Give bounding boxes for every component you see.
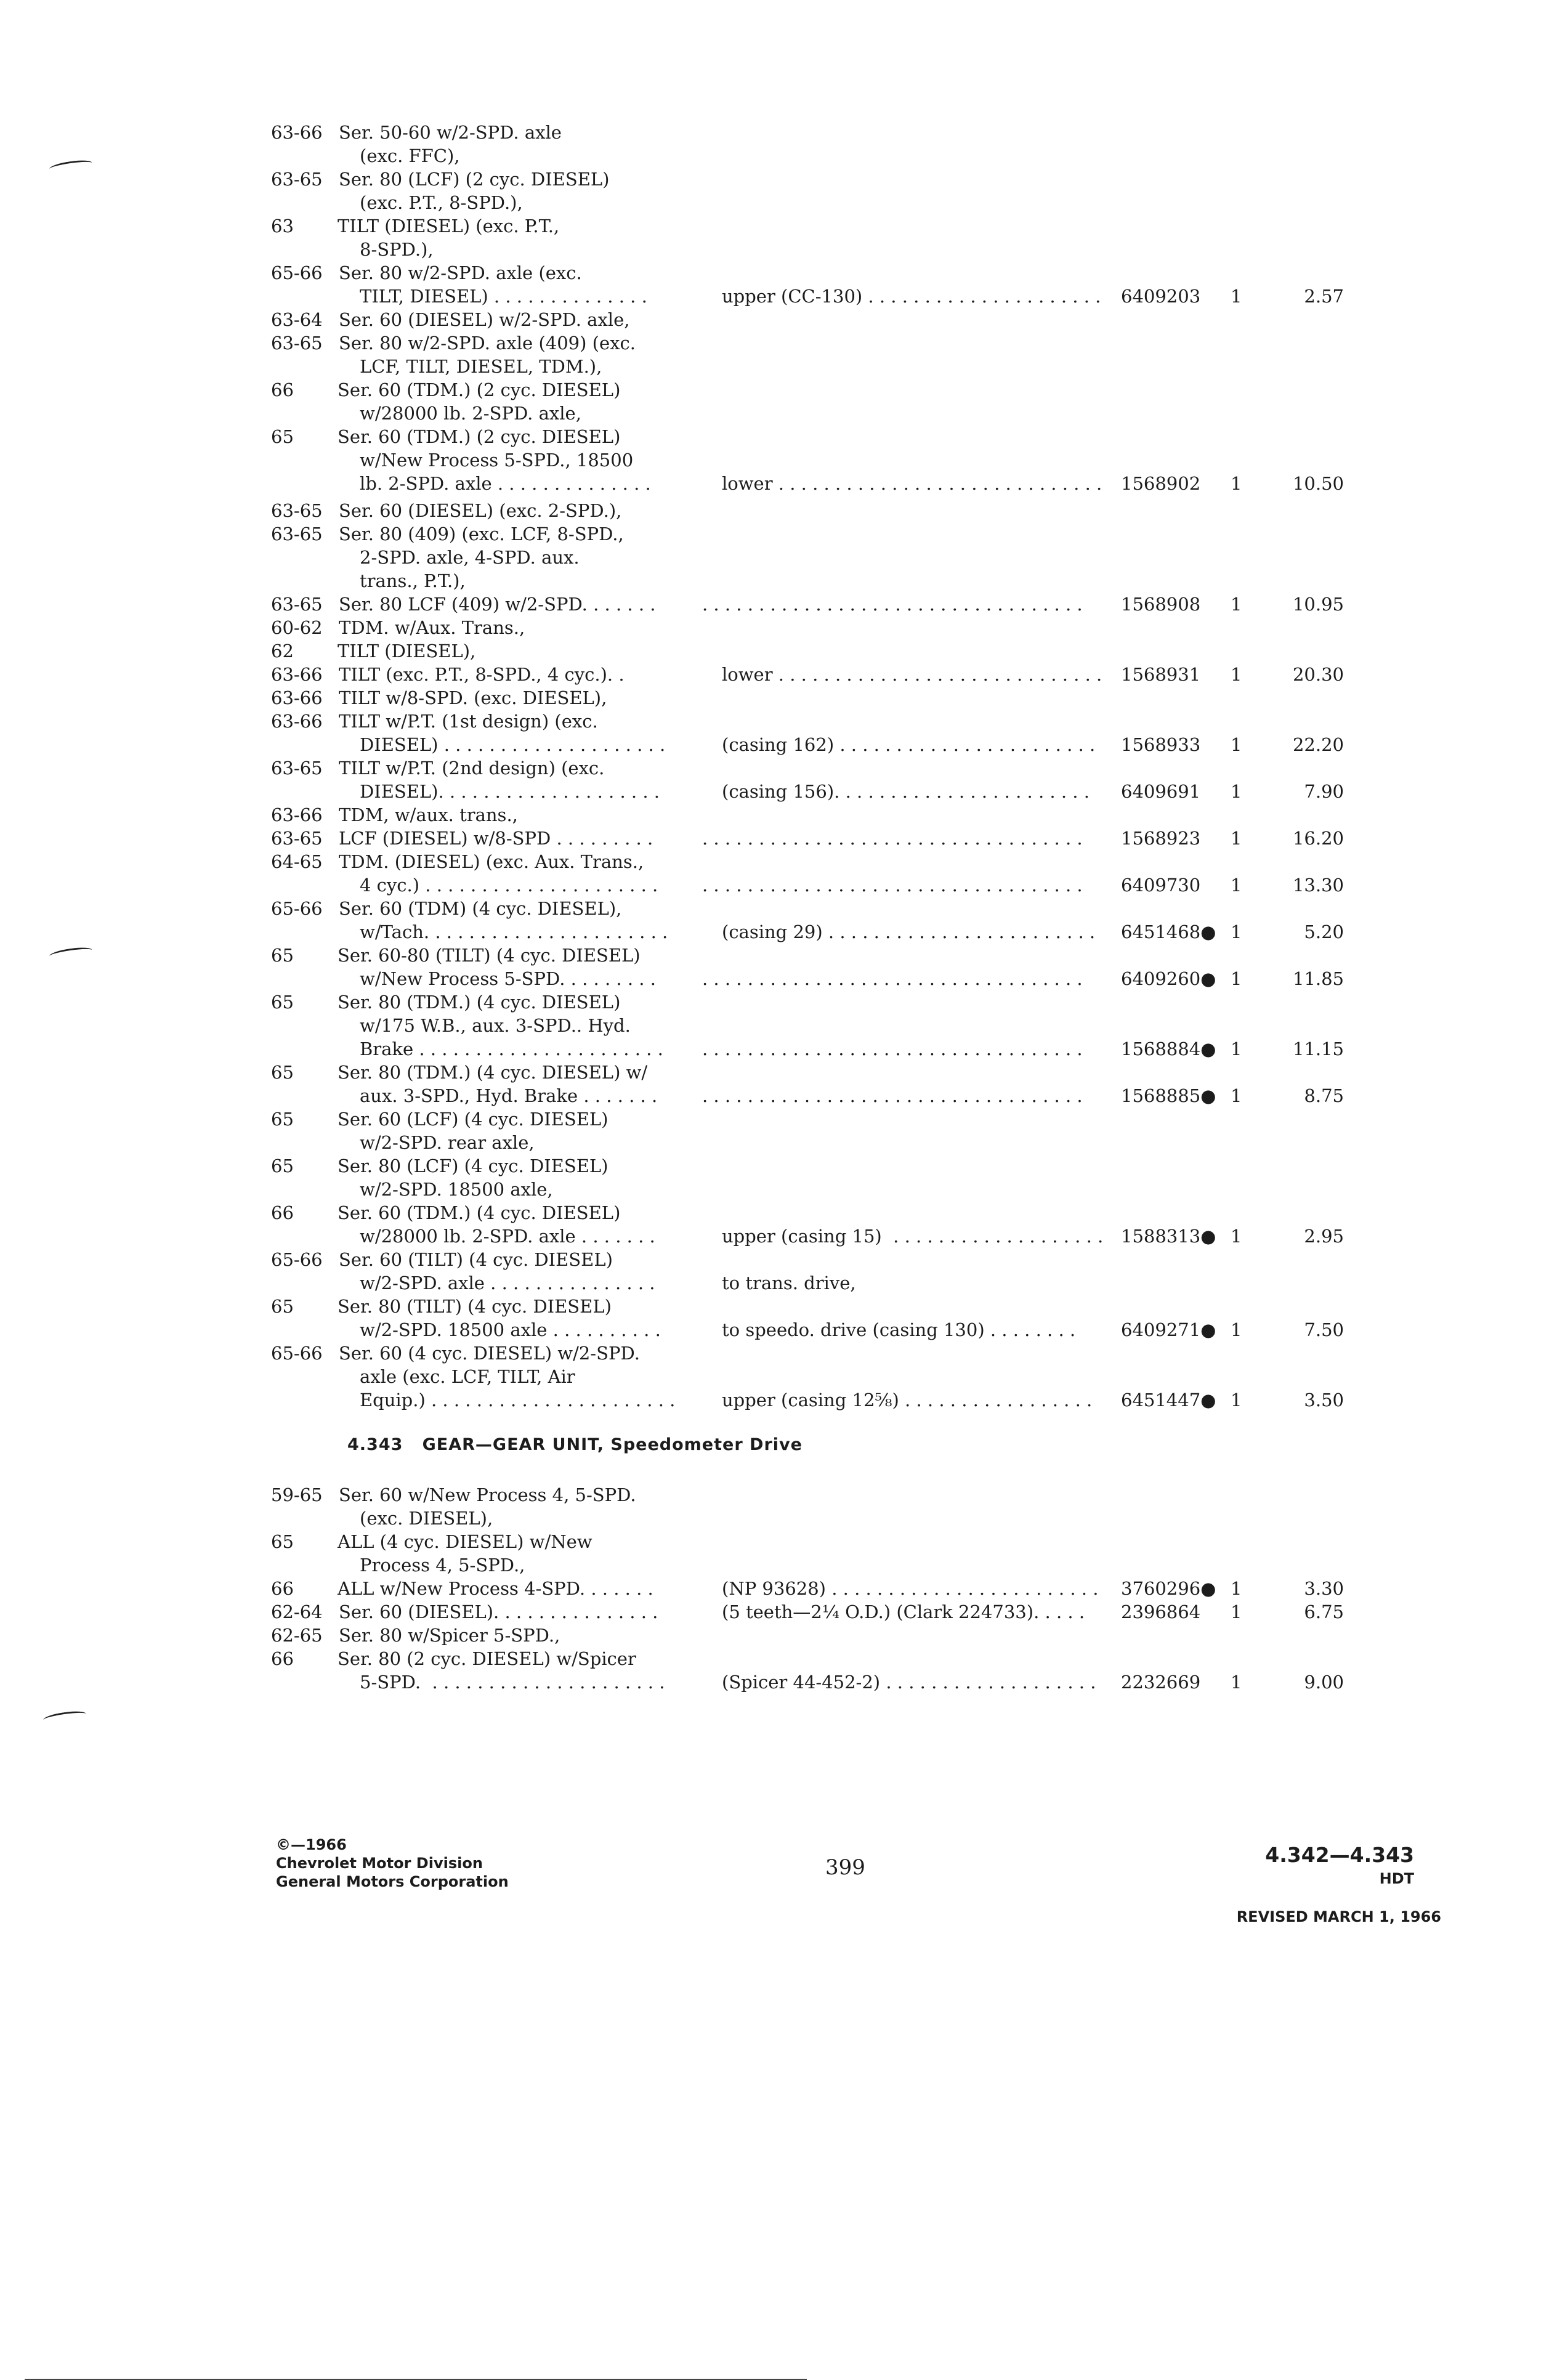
part-number: 6409691: [1121, 781, 1201, 802]
part-number: 1588313●: [1121, 1226, 1216, 1247]
entry-text: Ser. 80 w/2-SPD. axle (409) (exc.: [339, 333, 636, 354]
entry-year: 63-66: [271, 804, 323, 825]
quantity: 1: [1231, 1038, 1242, 1059]
part-description: . . . . . . . . . . . . . . . . . . . . . . . . . . . . . . . . . .: [702, 968, 1083, 989]
margin-mark: [49, 158, 92, 174]
entry-year: 62-64: [271, 1601, 323, 1622]
part-description: upper (CC-130) . . . . . . . . . . . . . . . . . . . . .: [722, 286, 1101, 307]
section-title: GEAR—GEAR UNIT, Speedometer Drive: [422, 1435, 803, 1454]
part-number: 3760296●: [1121, 1578, 1216, 1599]
price: 3.30: [1304, 1578, 1344, 1599]
entry-year: 65: [271, 426, 294, 447]
entry-year: 65-66: [271, 262, 323, 283]
entry-text: w/28000 lb. 2-SPD. axle . . . . . . .: [360, 1226, 655, 1247]
division: Chevrolet Motor Division: [276, 1855, 483, 1872]
entry-text: w/New Process 5-SPD., 18500: [360, 450, 634, 471]
entry-text: DIESEL). . . . . . . . . . . . . . . . . . . .: [360, 781, 660, 802]
price: 7.50: [1304, 1319, 1344, 1340]
entry-text: w/New Process 5-SPD. . . . . . . . .: [360, 968, 656, 989]
section-range: 4.342—4.343: [1265, 1843, 1414, 1867]
quantity: 1: [1231, 664, 1242, 685]
part-number: 6409271●: [1121, 1319, 1216, 1340]
entry-text: Ser. 80 (2 cyc. DIESEL) w/Spicer: [338, 1648, 636, 1669]
entry-year: 63-66: [271, 122, 323, 143]
quantity: 1: [1231, 1319, 1242, 1340]
part-number: 2232669: [1121, 1672, 1201, 1693]
entry-text: Ser. 80 (TDM.) (4 cyc. DIESEL): [338, 992, 621, 1013]
quantity: 1: [1231, 781, 1242, 802]
part-number: 1568884●: [1121, 1038, 1216, 1059]
entry-year: 65-66: [271, 1343, 323, 1364]
entry-text: Ser. 60 (TDM.) (4 cyc. DIESEL): [338, 1202, 621, 1223]
entry-year: 65: [271, 1296, 294, 1317]
corporation: General Motors Corporation: [276, 1873, 509, 1890]
price: 11.85: [1292, 968, 1344, 989]
quantity: 1: [1231, 1672, 1242, 1693]
entry-text: Ser. 60 (4 cyc. DIESEL) w/2-SPD.: [339, 1343, 640, 1364]
entry-year: 63-65: [271, 169, 323, 190]
part-description: to speedo. drive (casing 130) . . . . . . . .: [722, 1319, 1076, 1340]
entry-text: Ser. 60 (LCF) (4 cyc. DIESEL): [338, 1109, 609, 1130]
entry-year: 65-66: [271, 1249, 323, 1270]
entry-text: LCF (DIESEL) w/8-SPD . . . . . . . . .: [339, 828, 653, 849]
entry-year: 63-65: [271, 594, 323, 615]
entry-year: 66: [271, 1202, 294, 1223]
part-number: 1568931: [1121, 664, 1201, 685]
price: 3.50: [1304, 1390, 1344, 1411]
entry-year: 65-66: [271, 898, 323, 919]
entry-year: 66: [271, 1578, 294, 1599]
entry-text: TDM. w/Aux. Trans.,: [339, 617, 525, 638]
entry-text: 2-SPD. axle, 4-SPD. aux.: [360, 547, 580, 568]
part-number: 6409203: [1121, 286, 1201, 307]
part-description: . . . . . . . . . . . . . . . . . . . . . . . . . . . . . . . . . .: [702, 594, 1083, 615]
entry-text: Ser. 60 w/New Process 4, 5-SPD.: [339, 1484, 636, 1505]
entry-year: 66: [271, 1648, 294, 1669]
quantity: 1: [1231, 875, 1242, 896]
entry-text: w/Tach. . . . . . . . . . . . . . . . . . . . . .: [360, 921, 668, 942]
part-number: 1568933: [1121, 734, 1201, 755]
price: 6.75: [1304, 1601, 1344, 1622]
entry-year: 65: [271, 1531, 294, 1552]
entry-year: 62-65: [271, 1625, 323, 1646]
entry-year: 63-65: [271, 758, 323, 779]
part-description: (casing 162) . . . . . . . . . . . . . . . . . . . . . . .: [722, 734, 1096, 755]
part-description: upper (casing 15) . . . . . . . . . . . . . . . . . . .: [722, 1226, 1104, 1247]
entry-year: 63-65: [271, 333, 323, 354]
quantity: 1: [1231, 1601, 1242, 1622]
entry-text: TILT (DIESEL) (exc. P.T.,: [338, 216, 560, 237]
entry-text: DIESEL) . . . . . . . . . . . . . . . . . . . .: [360, 734, 666, 755]
entry-text: Ser. 60 (TILT) (4 cyc. DIESEL): [339, 1249, 613, 1270]
revised-date: REVISED MARCH 1, 1966: [1236, 1908, 1441, 1925]
entry-year: 62: [271, 641, 294, 662]
price: 20.30: [1292, 664, 1344, 685]
entry-text: Ser. 60-80 (TILT) (4 cyc. DIESEL): [338, 945, 641, 966]
part-number: 2396864: [1121, 1601, 1201, 1622]
entry-year: 64-65: [271, 851, 323, 872]
entry-text: TDM, w/aux. trans.,: [339, 804, 518, 825]
entry-year: 65: [271, 1062, 294, 1083]
entry-text: TILT (DIESEL),: [338, 641, 476, 662]
quantity: 1: [1231, 828, 1242, 849]
price: 16.20: [1292, 828, 1344, 849]
part-description: lower . . . . . . . . . . . . . . . . . . . . . . . . . . . . .: [722, 473, 1102, 494]
entry-text: Ser. 60 (DIESEL). . . . . . . . . . . . . . .: [339, 1601, 658, 1622]
entry-text: TILT w/P.T. (1st design) (exc.: [339, 711, 598, 732]
entry-text: (exc. FFC),: [360, 145, 460, 166]
entry-text: Ser. 80 w/2-SPD. axle (exc.: [339, 262, 582, 283]
entry-text: Ser. 60 (DIESEL) w/2-SPD. axle,: [339, 309, 630, 330]
part-number: 1568923: [1121, 828, 1201, 849]
entry-text: Ser. 80 (409) (exc. LCF, 8-SPD.,: [339, 524, 624, 544]
entry-text: w/2-SPD. 18500 axle . . . . . . . . . .: [360, 1319, 661, 1340]
entry-text: TILT w/P.T. (2nd design) (exc.: [339, 758, 605, 779]
entry-text: Ser. 60 (TDM) (4 cyc. DIESEL),: [339, 898, 622, 919]
entry-text: (exc. DIESEL),: [360, 1508, 493, 1529]
part-number: 1568885●: [1121, 1085, 1216, 1106]
quantity: 1: [1231, 921, 1242, 942]
entry-text: Process 4, 5-SPD.,: [360, 1555, 525, 1576]
entry-text: Ser. 80 (TILT) (4 cyc. DIESEL): [338, 1296, 612, 1317]
price: 11.15: [1292, 1038, 1344, 1059]
quantity: 1: [1231, 734, 1242, 755]
entry-text: TILT, DIESEL) . . . . . . . . . . . . . .: [360, 286, 647, 307]
copyright: ©—1966: [276, 1836, 347, 1853]
entry-text: ALL (4 cyc. DIESEL) w/New: [338, 1531, 592, 1552]
price: 13.30: [1292, 875, 1344, 896]
page-number: 399: [825, 1855, 865, 1880]
part-number: 6409730: [1121, 875, 1201, 896]
entry-year: 60-62: [271, 617, 323, 638]
part-description: lower . . . . . . . . . . . . . . . . . . . . . . . . . . . . .: [722, 664, 1102, 685]
entry-text: w/2-SPD. rear axle,: [360, 1132, 535, 1153]
quantity: 1: [1231, 968, 1242, 989]
entry-year: 63: [271, 216, 294, 237]
entry-text: Equip.) . . . . . . . . . . . . . . . . . . . . . .: [360, 1390, 676, 1411]
entry-text: Ser. 80 w/Spicer 5-SPD.,: [339, 1625, 560, 1646]
footer-copyright: [276, 1836, 509, 1891]
part-description: (casing 156). . . . . . . . . . . . . . . . . . . . . . .: [722, 781, 1090, 802]
price: 10.50: [1292, 473, 1344, 494]
quantity: 1: [1231, 286, 1242, 307]
part-number: 1568902: [1121, 473, 1201, 494]
entry-text: Ser. 50-60 w/2-SPD. axle: [339, 122, 562, 143]
part-number: 6409260●: [1121, 968, 1216, 989]
part-description: upper (casing 12⅝) . . . . . . . . . . . . . . . . .: [722, 1390, 1093, 1411]
entry-text: Ser. 60 (TDM.) (2 cyc. DIESEL): [338, 426, 621, 447]
entry-year: 63-66: [271, 687, 323, 708]
entry-text: w/2-SPD. axle . . . . . . . . . . . . . . .: [360, 1273, 655, 1293]
part-description: . . . . . . . . . . . . . . . . . . . . . . . . . . . . . . . . . .: [702, 1085, 1083, 1106]
part-description: . . . . . . . . . . . . . . . . . . . . . . . . . . . . . . . . . .: [702, 1038, 1083, 1059]
quantity: 1: [1231, 1226, 1242, 1247]
entry-text: LCF, TILT, DIESEL, TDM.),: [360, 356, 602, 377]
entry-text: Ser. 80 (LCF) (4 cyc. DIESEL): [338, 1156, 609, 1176]
entry-text: TDM. (DIESEL) (exc. Aux. Trans.,: [339, 851, 644, 872]
price: 5.20: [1304, 921, 1344, 942]
margin-mark: [42, 1709, 86, 1725]
quantity: 1: [1231, 594, 1242, 615]
part-description: to trans. drive,: [722, 1273, 856, 1293]
section-heading: [347, 1435, 803, 1454]
entry-text: axle (exc. LCF, TILT, Air: [360, 1366, 575, 1387]
quantity: 1: [1231, 1390, 1242, 1411]
quantity: 1: [1231, 1085, 1242, 1106]
entry-text: Brake . . . . . . . . . . . . . . . . . . . . . .: [360, 1038, 663, 1059]
part-description: (casing 29) . . . . . . . . . . . . . . . . . . . . . . . .: [722, 921, 1096, 942]
entry-year: 63-65: [271, 524, 323, 544]
quantity: 1: [1231, 1578, 1242, 1599]
part-number: 1568908: [1121, 594, 1201, 615]
entry-text: TILT (exc. P.T., 8-SPD., 4 cyc.). .: [339, 664, 625, 685]
entry-year: 63-66: [271, 664, 323, 685]
price: 9.00: [1304, 1672, 1344, 1693]
entry-year: 63-65: [271, 500, 323, 521]
entry-text: 4 cyc.) . . . . . . . . . . . . . . . . . . . . .: [360, 875, 658, 896]
part-number: 6451468●: [1121, 921, 1216, 942]
entry-text: Ser. 80 (TDM.) (4 cyc. DIESEL) w/: [338, 1062, 648, 1083]
part-number: 6451447●: [1121, 1390, 1216, 1411]
price: 7.90: [1304, 781, 1344, 802]
entry-text: w/2-SPD. 18500 axle,: [360, 1179, 553, 1200]
entry-text: w/28000 lb. 2-SPD. axle,: [360, 403, 581, 424]
entry-text: Ser. 60 (TDM.) (2 cyc. DIESEL): [338, 379, 621, 400]
entry-text: (exc. P.T., 8-SPD.),: [360, 192, 523, 213]
entry-text: trans., P.T.),: [360, 570, 466, 591]
quantity: 1: [1231, 473, 1242, 494]
part-description: . . . . . . . . . . . . . . . . . . . . . . . . . . . . . . . . . .: [702, 828, 1083, 849]
part-description: (Spicer 44-452-2) . . . . . . . . . . . . . . . . . . .: [722, 1672, 1096, 1693]
entry-year: 63-66: [271, 711, 323, 732]
entry-text: lb. 2-SPD. axle . . . . . . . . . . . . . .: [360, 473, 651, 494]
part-description: (NP 93628) . . . . . . . . . . . . . . . . . . . . . . . .: [722, 1578, 1099, 1599]
price: 2.57: [1304, 286, 1344, 307]
price: 2.95: [1304, 1226, 1344, 1247]
entry-year: 65: [271, 992, 294, 1013]
part-description: . . . . . . . . . . . . . . . . . . . . . . . . . . . . . . . . . .: [702, 875, 1083, 896]
entry-year: 63-65: [271, 828, 323, 849]
entry-text: TILT w/8-SPD. (exc. DIESEL),: [339, 687, 607, 708]
entry-year: 63-64: [271, 309, 323, 330]
entry-year: 59-65: [271, 1484, 323, 1505]
entry-year: 65: [271, 1156, 294, 1176]
entry-text: aux. 3-SPD., Hyd. Brake . . . . . . .: [360, 1085, 658, 1106]
part-description: (5 teeth—2¼ O.D.) (Clark 224733). . . . .: [722, 1601, 1085, 1622]
price: 22.20: [1292, 734, 1344, 755]
margin-mark: [49, 945, 92, 961]
entry-year: 65: [271, 945, 294, 966]
entry-text: Ser. 60 (DIESEL) (exc. 2-SPD.),: [339, 500, 622, 521]
entry-text: w/175 W.B., aux. 3-SPD.. Hyd.: [360, 1015, 631, 1036]
code: HDT: [1379, 1870, 1414, 1887]
entry-text: 8-SPD.),: [360, 239, 434, 260]
entry-text: Ser. 80 LCF (409) w/2-SPD. . . . . . .: [339, 594, 656, 615]
entry-year: 66: [271, 379, 294, 400]
price: 10.95: [1292, 594, 1344, 615]
entry-text: 5-SPD. . . . . . . . . . . . . . . . . . . . . .: [360, 1672, 665, 1693]
entry-text: ALL w/New Process 4-SPD. . . . . . .: [338, 1578, 653, 1599]
price: 8.75: [1304, 1085, 1344, 1106]
entry-year: 65: [271, 1109, 294, 1130]
entry-text: Ser. 80 (LCF) (2 cyc. DIESEL): [339, 169, 610, 190]
section-number: 4.343: [347, 1435, 403, 1454]
